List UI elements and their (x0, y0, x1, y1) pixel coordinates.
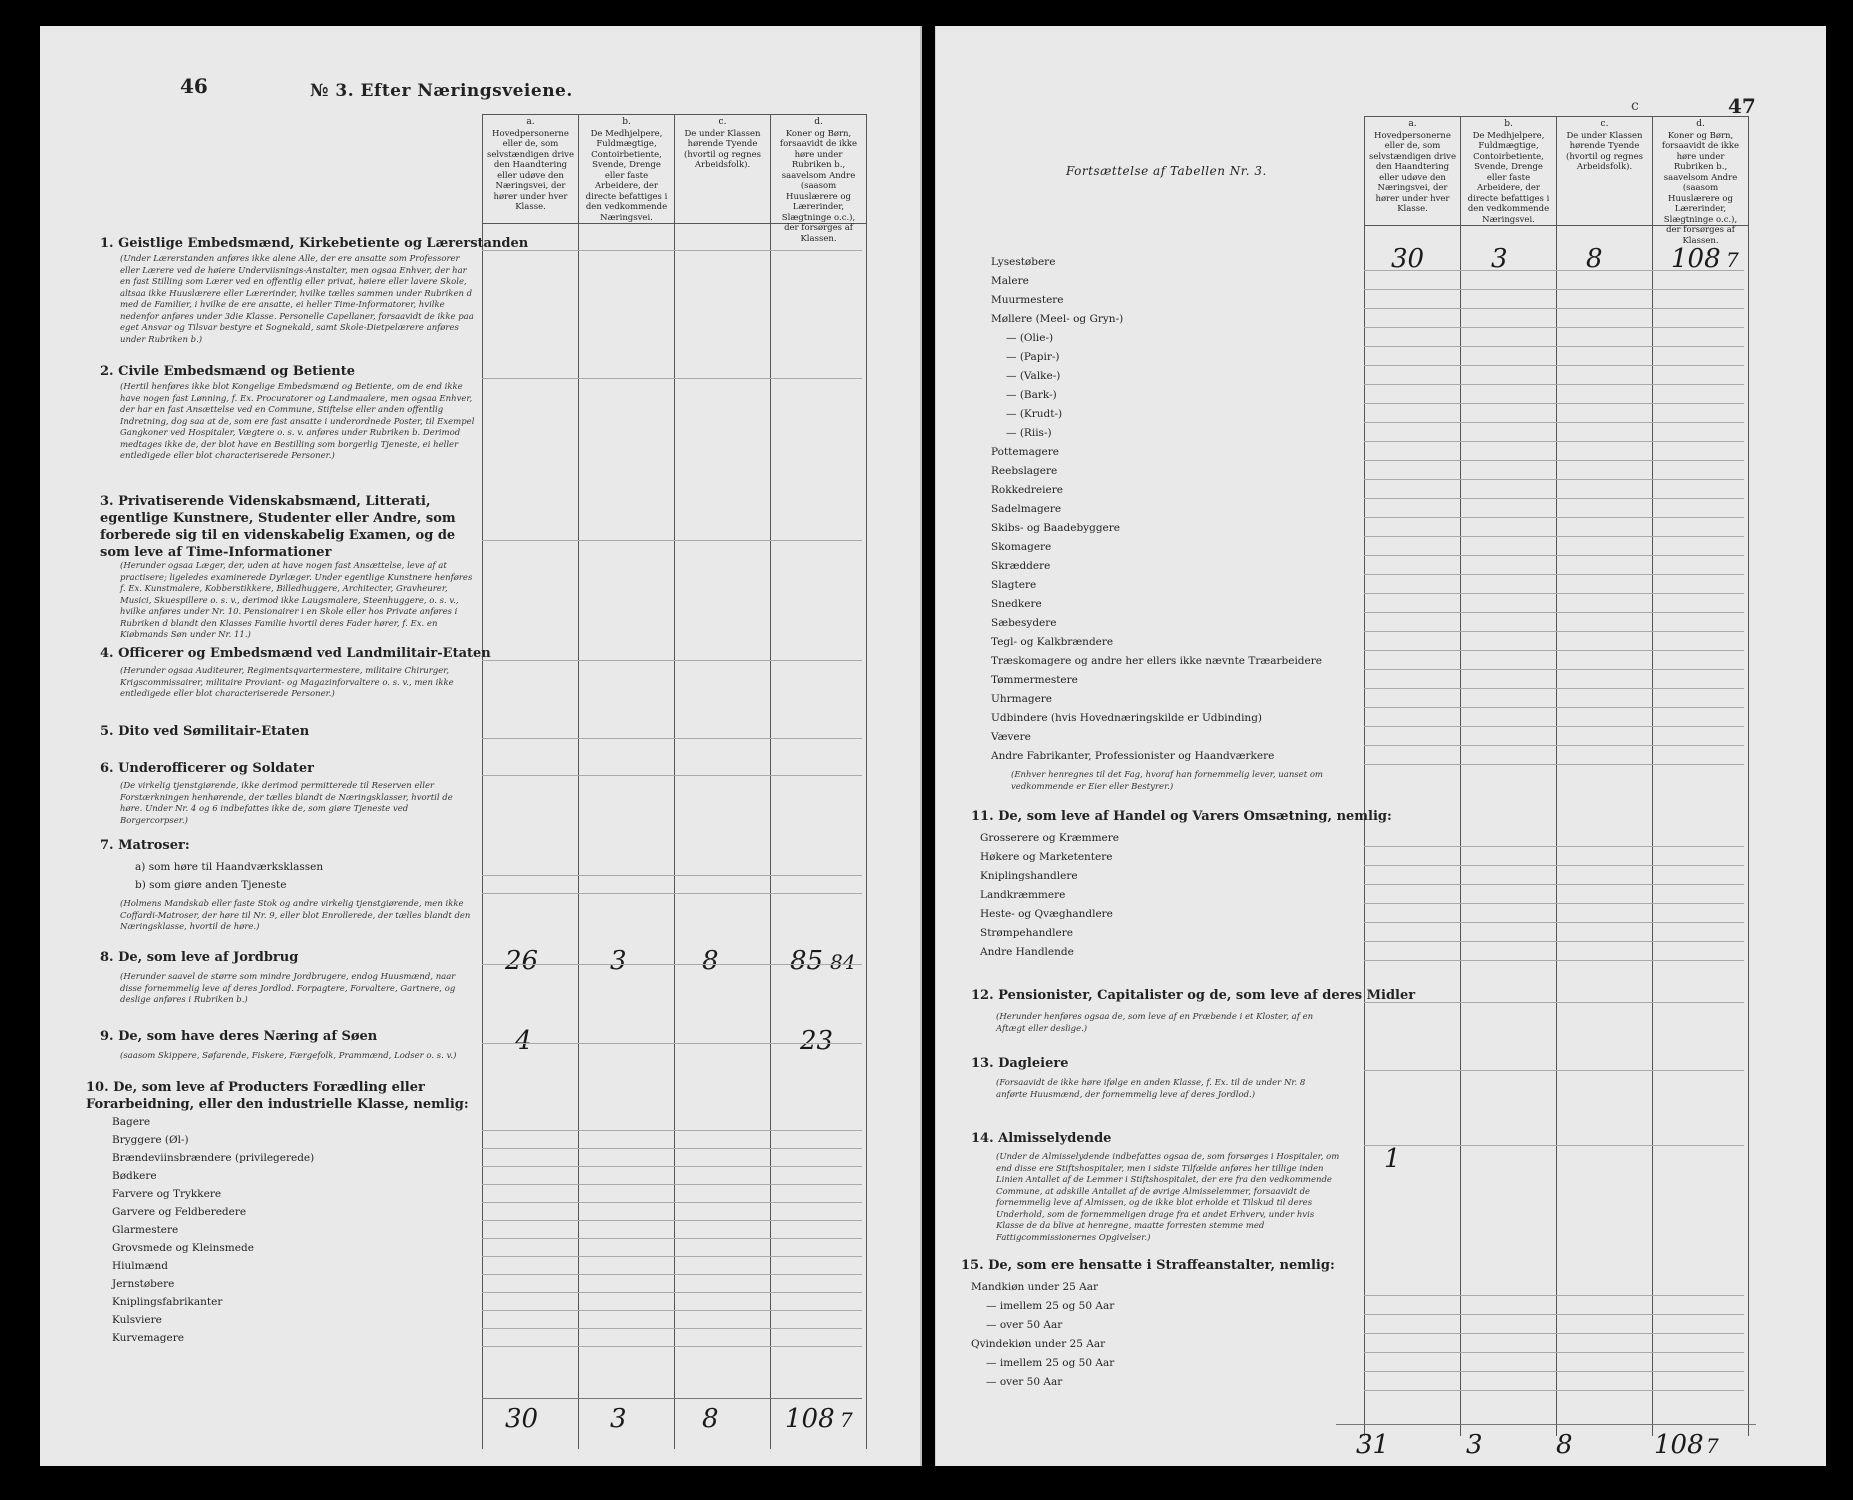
left-col-b: b. De Medhjelpere, Fuldmægtige, Contoirbetiente, Svende, Drenge eller faste Arbeidere, der directe befattiges i den vedkommende Næringsvei. (578, 114, 674, 1449)
column-rule (1364, 884, 1744, 885)
column-rule (1364, 612, 1744, 613)
left-total-c: 8 (702, 1404, 719, 1434)
trade-label: — over 50 Aar (986, 1376, 1063, 1388)
section-note: (Forsaavidt de ikke høre ifølge en anden Klasse, f. Ex. til de under Nr. 8 anførte Huusmænd, der fornemmelig leve af deres Jordlod.) (996, 1078, 1306, 1100)
column-rule (1364, 517, 1744, 518)
column-rule (1364, 745, 1744, 746)
column-rule (482, 1256, 862, 1257)
right-col-c: c. De under Klassen hørende Tyende (hvortil og regnes Arbeidsfolk). (1556, 116, 1652, 1436)
column-rule (1364, 903, 1744, 904)
row-note: (saasom Skippere, Søfarende, Fiskere, Færgefolk, Prammænd, Lodser o. s. v.) (120, 1051, 457, 1061)
trade-label: Skræddere (991, 560, 1051, 572)
trade-label: Skibs- og Baadebyggere (991, 522, 1121, 534)
row-note: (Holmens Mandskab eller faste Stok og andre virkelig tjenstgiørende, men ikke Coffardi-Matroser, der høre til Nr. 9, eller blot Enrollerede, der tælles blandt den Næringsklasse, hvortil de høre.) (120, 899, 471, 932)
column-rule (1364, 941, 1744, 942)
trade-label: Rokkedreiere (991, 484, 1063, 496)
row-label: 6. Underofficerer og Soldater (100, 761, 314, 776)
column-rule (1364, 922, 1744, 923)
column-rule (482, 1043, 862, 1044)
column-rule (482, 1184, 862, 1185)
row-label: 3. Privatiserende Videnskabsmænd, Litterati, egentlige Kunstnere, Studenter eller Andre, som forberede sig til en videnskabelig Examen, og de som leve af Time-Informationer (100, 494, 456, 560)
column-rule (1364, 1352, 1744, 1353)
trade-label: — imellem 25 og 50 Aar (986, 1300, 1115, 1312)
trade-label: Møllere (Meel- og Gryn-) (991, 313, 1124, 325)
column-rule (1364, 593, 1744, 594)
column-rule (482, 775, 862, 776)
column-rule (1364, 479, 1744, 480)
entry-r8-extra: 84 (830, 950, 856, 974)
left-total-d: 108 (785, 1404, 835, 1434)
column-rule (1364, 1333, 1744, 1334)
column-rule (1364, 403, 1744, 404)
left-col-c: c. De under Klassen hørende Tyende (hvortil og regnes Arbeidsfolk). (674, 114, 770, 1449)
column-rule (482, 893, 862, 894)
right-total-d: 108 (1654, 1430, 1704, 1460)
row-label: 5. Dito ved Sømilitair-Etaten (100, 724, 310, 739)
row-label: 1. Geistlige Embedsmænd, Kirkebetiente og Lærerstanden (100, 236, 529, 251)
column-rule (1364, 365, 1744, 366)
trade-label: Tømmermestere (991, 674, 1078, 686)
trade-label: Kurvemagere (112, 1332, 184, 1344)
column-rule (1364, 669, 1744, 670)
trade-label: Malere (991, 275, 1029, 287)
column-rule (1364, 1145, 1744, 1146)
right-col-a: a. Hovedpersonerne eller de, som selvstændigen drive den Haandtering eller udøve den Næringsvei, der hører under hver Klasse. (1364, 116, 1460, 1436)
column-rule (1364, 865, 1744, 866)
trade-label: — (Papir-) (1006, 351, 1060, 363)
entry-r9-a: 4 (515, 1026, 532, 1056)
column-rule (1364, 555, 1744, 556)
right-col-d: d. Koner og Børn, forsaavidt de ikke høre under Rubriken b., saavelsom Andre (saasom Huuslærere og Lærerinder, Slægtninge o.c.), der forsørges af Klassen. (1652, 116, 1749, 1436)
trade-label: Farvere og Trykkere (112, 1188, 222, 1200)
right-col-b: b. De Medhjelpere, Fuldmægtige, Contoirbetiente, Svende, Drenge eller faste Arbeidere, der directe befattiges i den vedkommende Næringsvei. (1460, 116, 1556, 1436)
right-total-d-extra: 7 (1706, 1434, 1719, 1458)
trade-label: Hiulmænd (112, 1260, 168, 1272)
entry-lysestobere-a: 30 (1391, 244, 1425, 274)
column-rule (1364, 441, 1744, 442)
trade-label: Brændeviinsbrændere (privilegerede) (112, 1152, 315, 1164)
entry-lysestobere-d-extra: 7 (1726, 248, 1739, 272)
trade-label: Jernstøbere (112, 1278, 175, 1290)
column-rule (1364, 1390, 1744, 1391)
trade-label: Reebslagere (991, 465, 1058, 477)
column-rule (482, 1202, 862, 1203)
trade-label: Strømpehandlere (980, 927, 1073, 939)
trade-label: Sæbesydere (991, 617, 1057, 629)
column-rule (1364, 308, 1744, 309)
left-total-a: 30 (505, 1404, 539, 1434)
column-rule (482, 1238, 862, 1239)
trade-label: Andre Fabrikanter, Professionister og Haandværkere (991, 750, 1275, 762)
entry-r8-d: 85 (790, 946, 824, 976)
column-rule (482, 1166, 862, 1167)
entry-lysestobere-b: 3 (1491, 244, 1508, 274)
column-rule (482, 540, 862, 541)
section-label: 12. Pensionister, Capitalister og de, som leve af deres Midler (971, 988, 1416, 1003)
column-rule (1364, 574, 1744, 575)
trade-label: — (Riis-) (1006, 427, 1052, 439)
column-rule (1364, 1371, 1744, 1372)
column-rule (482, 1220, 862, 1221)
row-label: 8. De, som leve af Jordbrug (100, 950, 299, 965)
trade-label: Qvindekiøn under 25 Aar (971, 1338, 1106, 1350)
column-rule (1364, 846, 1744, 847)
entry-r8-b: 3 (610, 946, 627, 976)
trade-label: Uhrmagere (991, 693, 1053, 705)
row-note: (De virkelig tjenstgiørende, ikke derimod permitterede til Reserven eller Forstærkningen henhørende, der tælles blandt de Næringsklasser, hvortil de høre. Under Nr. 4 og 6 indbefattes ikke de, som giøre Tjeneste ved Borgercorpser.) (120, 781, 453, 826)
corner-mark: c (1631, 98, 1639, 114)
entry-r8-c: 8 (702, 946, 719, 976)
right-total-a: 31 (1356, 1430, 1390, 1460)
column-rule (1364, 346, 1744, 347)
column-rule (482, 1346, 862, 1347)
trade-label: Bagere (112, 1116, 151, 1128)
trade-label: Pottemagere (991, 446, 1059, 458)
right-page (935, 26, 1826, 1466)
column-rule (1364, 764, 1744, 765)
section-label: 11. De, som leve af Handel og Varers Omsætning, nemlig: (971, 809, 1392, 824)
column-rule (1364, 688, 1744, 689)
trade-label: Grovsmede og Kleinsmede (112, 1242, 254, 1254)
section-note: (Under de Almisselydende indbefattes ogsaa de, som forsørges i Hospitaler, om end disse ere Stiftshospitaler, men i sidste Tilfælde anføres her tillige inden Linien Antallet af de Lemmer i Stiftshospitalet, der ere fra den vedkommende Commune, at adskille Antallet af de øvrige Almisselemmer, forsaavidt de fornemmelig leve af Almissen, og de ikke blot erholde et Tilskud til deres Underhold, som de fornemmeligen drage fra et andet Erhverv, under hvis Klasse de da blive at henregne, maatte forresten stemme med Fattigcommissionernes Opgivelser.) (996, 1152, 1340, 1243)
section-label: 14. Almisselydende (971, 1131, 1112, 1146)
entry-lysestobere-c: 8 (1586, 244, 1603, 274)
trade-label: Muurmestere (991, 294, 1064, 306)
left-page (40, 26, 922, 1466)
trade-label: Grosserere og Kræmmere (980, 832, 1119, 844)
column-rule (1364, 1002, 1744, 1003)
section-note: (Herunder henføres ogsaa de, som leve af en Præbende i et Kloster, af en Aftægt eller deslige.) (996, 1012, 1314, 1034)
column-rule (1364, 960, 1744, 961)
column-rule (482, 1274, 862, 1275)
trade-label: Kulsviere (112, 1314, 162, 1326)
entry-r14-a: 1 (1384, 1144, 1401, 1174)
column-rule (1364, 726, 1744, 727)
column-rule (482, 378, 862, 379)
column-rule (1364, 631, 1744, 632)
trade-label: — (Krudt-) (1006, 408, 1063, 420)
row-note: (Under Lærerstanden anføres ikke alene Alle, der ere ansatte som Professorer eller Lærere ved de høiere Underviisnings-Anstalter, men ogsaa Enhver, der har en fast Stilling som Lærer ved en offentlig eller privat, høiere eller lavere Skole, altsaa ikke Huuslærere eller Lærerinder, hvilke tælles sammen under Rubriken d med de Familier, i hvilke de ere ansatte, ei heller Time-Informatorer, hvilke nedenfor anføres under 3die Klasse. Personelle Capellaner, forsaavidt de ikke paa eget Ansvar og Tilsvar bestyre et Sognekald, samt Skole-Dietpelærere anføres under Rubriken b.) (120, 254, 474, 345)
trade-label: Bødkere (112, 1170, 157, 1182)
trade-label: Høkere og Marketentere (980, 851, 1113, 863)
column-rule (482, 1328, 862, 1329)
left-total-b: 3 (610, 1404, 627, 1434)
trade-label: Glarmestere (112, 1224, 179, 1236)
row-note: (Herunder ogsaa Auditeurer, Regimentsqvartermestere, militaire Chirurger, Krigscommissairer, militaire Proviant- og Magazinforvaltere o. s. v., men ikke entledigede eller blot characteriserede Personer.) (120, 666, 454, 699)
column-rule (482, 660, 862, 661)
entry-lysestobere-d: 108 (1671, 244, 1721, 274)
row-label: 4. Officerer og Embedsmænd ved Landmilitair-Etaten (100, 646, 491, 661)
column-rule (1364, 1295, 1744, 1296)
trade-label: Træskomagere og andre her ellers ikke nævnte Træarbeidere (991, 655, 1322, 667)
column-rule (1364, 1070, 1744, 1071)
column-rule (482, 250, 862, 251)
entry-r9-d: 23 (800, 1026, 834, 1056)
left-column-table (482, 114, 867, 1449)
trade-label: Kniplingshandlere (980, 870, 1078, 882)
trade-label: Slagtere (991, 579, 1037, 591)
row-label: a) som høre til Haandværksklassen (135, 861, 324, 873)
trade-label: Heste- og Qvæghandlere (980, 908, 1113, 920)
right-page-heading: Fortsættelse af Tabellen Nr. 3. (1066, 164, 1267, 178)
trade-label: — (Olie-) (1006, 332, 1054, 344)
trade-label: Kniplingsfabrikanter (112, 1296, 223, 1308)
trade-label: Tegl- og Kalkbrændere (991, 636, 1114, 648)
column-rule (1364, 327, 1744, 328)
column-rule (482, 1292, 862, 1293)
trade-label: — (Bark-) (1006, 389, 1057, 401)
trade-label: Udbindere (hvis Hovednæringskilde er Udbinding) (991, 712, 1263, 724)
left-col-a: a. Hovedpersonerne eller de, som selvstændigen drive den Haandtering eller udøve den Næringsvei, der hører under hver Klasse. (482, 114, 578, 1449)
column-rule (482, 1130, 862, 1131)
column-rule (1364, 289, 1744, 290)
row-label: 2. Civile Embedsmænd og Betiente (100, 364, 356, 379)
column-rule (482, 1310, 862, 1311)
column-rule (1364, 536, 1744, 537)
row-label: 9. De, som have deres Næring af Søen (100, 1029, 378, 1044)
right-column-table (1364, 116, 1749, 1436)
left-total-d-extra: 7 (840, 1408, 853, 1432)
trade-label: Bryggere (Øl-) (112, 1134, 189, 1146)
right-total-c: 8 (1556, 1430, 1573, 1460)
column-rule (482, 964, 862, 965)
column-rule (1364, 460, 1744, 461)
left-page-heading: № 3. Efter Næringsveiene. (310, 81, 573, 101)
column-rule (1364, 270, 1744, 271)
entry-r8-a: 26 (505, 946, 539, 976)
trade-label: Vævere (991, 731, 1031, 743)
left-total-line (482, 1398, 862, 1399)
right-total-line (1336, 1424, 1756, 1425)
section-label: 15. De, som ere hensatte i Straffeanstalter, nemlig: (961, 1258, 1335, 1273)
trade-label: Garvere og Feldberedere (112, 1206, 247, 1218)
trade-label: Lysestøbere (991, 256, 1056, 268)
left-col-d: d. Koner og Børn, forsaavidt de ikke høre under Rubriken b., saavelsom Andre (saasom Huuslærere og Lærerinder, Slægtninge o.c.), der forsørges af Klassen. (770, 114, 867, 1449)
column-rule (482, 1148, 862, 1149)
trade-label: — imellem 25 og 50 Aar (986, 1357, 1115, 1369)
column-rule (1364, 650, 1744, 651)
row-note: (Herunder saavel de større som mindre Jordbrugere, endog Huusmænd, naar disse fornemmelig leve af deres Jordlod. Forpagtere, Forvaltere, Gartnere, og deslige anføres i Rubriken b.) (120, 972, 456, 1005)
column-rule (1364, 707, 1744, 708)
trade-label: Sadelmagere (991, 503, 1062, 515)
trade-label: Mandkiøn under 25 Aar (971, 1281, 1099, 1293)
row-label: 7. Matroser: (100, 838, 190, 853)
trade-label: Landkræmmere (980, 889, 1066, 901)
trade-label: Snedkere (991, 598, 1042, 610)
left-page-number: 46 (180, 74, 208, 98)
column-rule (482, 738, 862, 739)
column-rule (1364, 498, 1744, 499)
row-note: (Herunder ogsaa Læger, der, uden at have nogen fast Ansættelse, leve af at practisere; ligeledes examinerede Dyrlæger. Under egentlige Kunstnere henføres f. Ex. Kunstmalere, Kobberstikkere, Billedhuggere, Architecter, Gravheurer, Musici, Skuespillere o. s. v., derimod ikke Laugsmalere, Steenhuggere, o. s. v., hvilke anføres under Nr. 10. Pensionairer i en Skole eller hos Private anføres i Rubriken d blandt den Klasses Familie hvortil deres Fader hører, f. Ex. en Kiøbmands Søn under Nr. 11.) (120, 561, 473, 640)
column-rule (1364, 422, 1744, 423)
trade-label: — over 50 Aar (986, 1319, 1063, 1331)
column-rule (1364, 384, 1744, 385)
trade-label: Andre Handlende (980, 946, 1074, 958)
row-note: (Hertil henføres ikke blot Kongelige Embedsmænd og Betiente, om de end ikke have nogen fast Lønning, f. Ex. Procuratorer og Landmaalere, men ogsaa Enhver, der har en fast Ansættelse ved en Commune, Stiftelse eller anden offentlig Indretning, dog saa at de, som ere fast ansatte i underordnede Poster, til Exempel Gangkoner ved Hospitaler, Vægtere o. s. v. anføres under Rubriken b. Derimod medtages ikke de, der blot have en Bestilling som borgerlig Tjeneste, ei heller entledigede eller blot characteriserede Personer.) (120, 382, 475, 461)
section-label: 13. Dagleiere (971, 1056, 1069, 1071)
row-label: 10. De, som leve af Producters Forædling eller Forarbeidning, eller den industrielle Klasse, nemlig: (86, 1080, 469, 1112)
trade-label: — (Valke-) (1006, 370, 1061, 382)
trades-note: (Enhver henregnes til det Fag, hvoraf han fornemmelig lever, uanset om vedkommende er Eier eller Bestyrer.) (1011, 770, 1323, 792)
column-rule (1364, 1314, 1744, 1315)
column-rule (482, 875, 862, 876)
row-label: b) som giøre anden Tjeneste (135, 879, 287, 891)
right-page-number: 47 (1728, 94, 1756, 118)
trade-label: Skomagere (991, 541, 1052, 553)
right-total-b: 3 (1466, 1430, 1483, 1460)
